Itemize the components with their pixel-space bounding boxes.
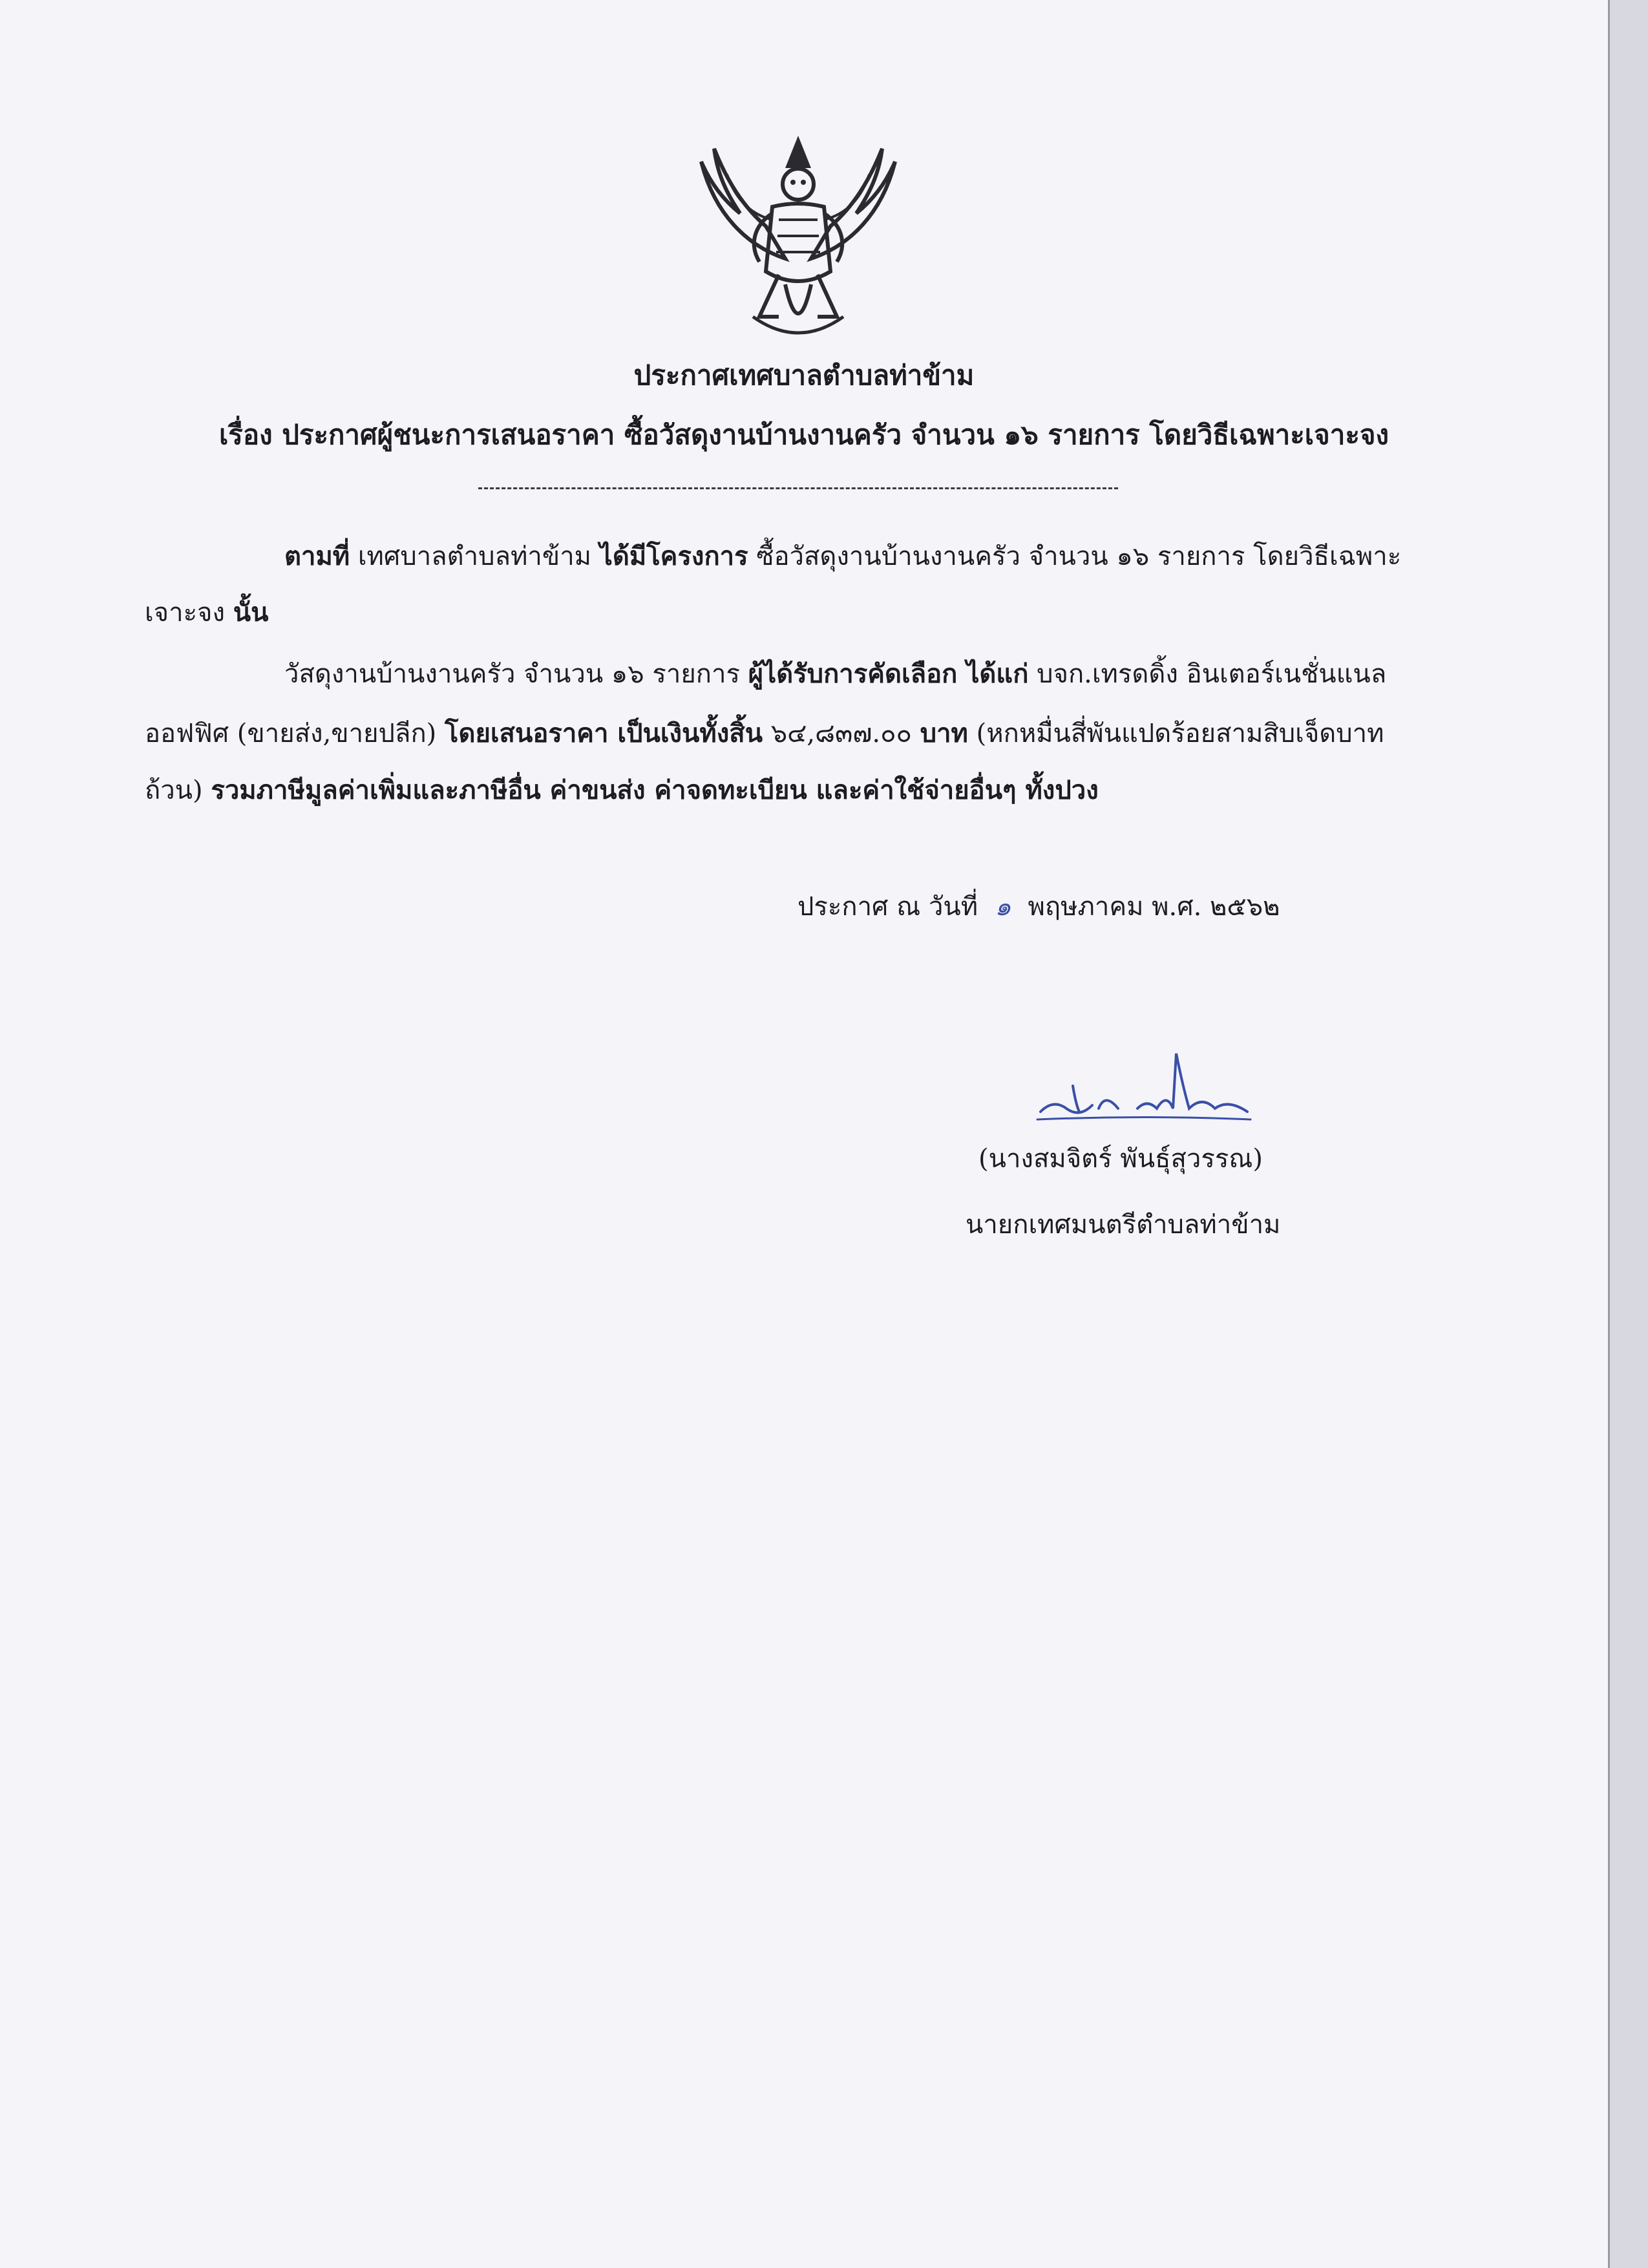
p2-text-6: ถ้วน) [145,776,211,805]
p2-bold-4: รวมภาษีมูลค่าเพิ่มและภาษีอื่น ค่าขนส่ง ค่าจดทะเบียน และค่าใช้จ่ายอื่นๆ ทั้งปวง [211,775,1099,805]
p2-text-1: วัสดุงานบ้านงานครัว จำนวน ๑๖ รายการ [284,659,748,689]
p1-text-3: เจาะจง [145,598,233,628]
p2-bold-2: โดยเสนอราคา เป็นเงินทั้งสิ้น [444,718,763,748]
p2-bold-1: ผู้ได้รับการคัดเลือก ได้แก่ [748,659,1029,689]
p1-bold-2: ได้มีโครงการ [599,541,748,571]
paragraph-2-line-2 [145,712,1384,754]
p2-text-5: (หกหมื่นสี่พันแปดร้อยสามสิบเจ็ดบาท [967,719,1384,748]
date-prefix: ประกาศ ณ วันที่ [798,892,978,922]
p1-text-2: ซื้อวัสดุงานบ้านงานครัว จำนวน ๑๖ รายการ โดยวิธีเฉพาะ [748,542,1402,571]
divider-line [478,487,1118,489]
p1-text-1: เทศบาลตำบลท่าข้าม [350,542,600,571]
paragraph-2-line-3 [145,769,1099,811]
handwritten-signature-icon [1028,1047,1260,1138]
p2-bold-3: บาท [920,718,968,748]
p1-bold-1: ตามที่ [284,541,350,571]
issuer-heading: ประกาศเทศบาลตำบลท่าข้าม [633,359,975,391]
p2-text-2: บจก.เทรดดิ้ง อินเตอร์เนชั่นแนล [1028,659,1387,689]
signer-name: (นางสมจิตร์ พันธุ์สุวรรณ) [978,1144,1263,1174]
p1-bold-3: นั้น [233,597,269,628]
date-month-year: พฤษภาคม พ.ศ. ๒๕๖๒ [1028,892,1280,922]
p2-text-4: ๖๔,๘๓๗.๐๐ [763,719,920,748]
signer-position: นายกเทศมนตรีตำบลท่าข้าม [966,1210,1281,1240]
paragraph-1-line-1 [284,535,1401,577]
scan-margin [1610,0,1648,2268]
announcement-date [798,885,1280,927]
paragraph-2-line-1 [284,653,1386,694]
paragraph-1-line-2 [145,591,268,633]
date-day: ๑ [995,892,1011,922]
subject-heading: เรื่อง ประกาศผู้ชนะการเสนอราคา ซื้อวัสดุงานบ้านงานครัว จำนวน ๑๖ รายการ โดยวิธีเฉพาะเจาะจง [218,419,1389,450]
garuda-emblem-icon [688,123,908,355]
p2-text-3: ออฟฟิศ (ขายส่ง,ขายปลีก) [145,719,445,748]
